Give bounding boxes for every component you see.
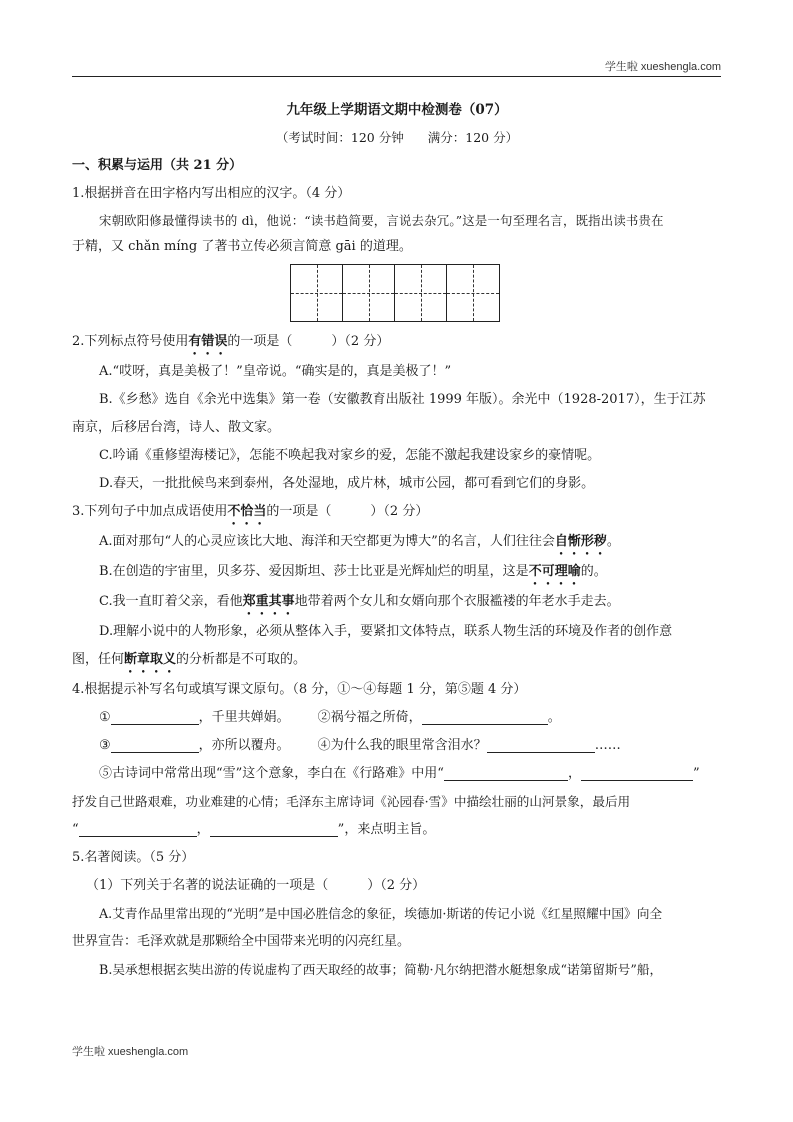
q4-item5-blank3[interactable]: [79, 820, 197, 837]
q3-option-c-end: 地带着两个女儿和女婿向那个衣服褴褛的年老水手走去。: [294, 594, 620, 609]
q2-option-c: C.吟诵《重修望海楼记》，怎能不唤起我对家乡的爱，怎能不激起我建设家乡的豪情呢。: [99, 448, 601, 463]
q4-item4-blank[interactable]: [487, 736, 595, 753]
q1-text-line2: 于精，又 chǎn míng 了著书立传必须言简意 gāi 的道理。: [72, 239, 412, 254]
q4-item5-quote-start: “: [72, 822, 79, 837]
tianzige-cell[interactable]: [395, 265, 447, 321]
q5-option-a-line1: A.艾青作品里常出现的“光明”是中国必胜信念的象征，埃德加·斯诺的传记小说《红星照耀中国》向全: [99, 906, 663, 921]
q4-item1-text: ，千里共婵娟。: [198, 710, 290, 725]
q2-option-b-line1: B.《乡愁》选自《余光中选集》第一卷（安徽教育出版社 1999 年版）。余光中（1928-2017），生于江苏: [99, 392, 706, 407]
tianzige-cell[interactable]: [291, 265, 343, 321]
q3-option-d-line1: D.理解小说中的人物形象，必须从整体入手，要紧扣文体特点，联系人物生活的环境及作者的创作意: [99, 624, 673, 639]
q3-option-d-idiom: 断章取义: [124, 652, 177, 667]
q4-item1-blank[interactable]: [111, 708, 199, 725]
q4-stem: 4.根据提示补写名句或填写课文原句。（8 分，①～④每题 1 分，第⑤题 4 分）: [72, 682, 527, 697]
q5-option-a-line2: 世界宣告：毛泽欢就是那颗给全中国带来光明的闪亮红星。: [72, 934, 411, 949]
exam-content: [72, 96, 722, 984]
q3-option-b-idiom: 不可理喻: [528, 564, 581, 579]
q5-sub1: （1）下列关于名著的说法证确的一项是（ ）（2 分）: [86, 878, 426, 893]
header-divider: [72, 76, 721, 77]
tianzige-grid: [72, 264, 722, 322]
q4-item3-num: ③: [99, 738, 111, 753]
q3-option-c-text: C.我一直盯着父亲，看他: [99, 594, 243, 609]
q3-option-a-idiom: 自惭形秽: [554, 534, 607, 549]
q4-item2-text: ②祸兮福之所倚，: [317, 710, 422, 725]
q3-option-b: [72, 558, 722, 588]
q4-item5-text-a: ⑤古诗词中常常出现“雪”这个意象，李白在《行路难》中用“: [99, 766, 444, 781]
section-heading: 一、积累与运用（共 21 分）: [72, 158, 243, 173]
q2-option-a: A.“哎呀，真是美极了！”皇帝说。“确实是的，真是美极了！”: [99, 364, 452, 379]
tianzige-cell[interactable]: [343, 265, 395, 321]
q4-item5-comma2: ，: [196, 822, 210, 837]
q5-option-b-line1: B.吴承想根据玄奘出游的传说虚构了西天取经的故事；简勒·凡尔纳把潜水艇想象成“诺第留斯号”船，: [99, 962, 663, 977]
q3-option-b-text: B.在创造的宇宙里，贝多芬、爱因斯坦、莎士比亚是光辉灿烂的明星，这是: [99, 564, 529, 579]
header-site-label: 学生啦 xueshengla.com: [604, 61, 721, 73]
exam-time: （考试时间：120 分钟: [275, 130, 404, 145]
q4-item5-blank2[interactable]: [581, 764, 693, 781]
q4-item2-end: 。: [547, 710, 561, 725]
q4-item5-blank4[interactable]: [210, 820, 338, 837]
q3-option-a-end: 。: [606, 534, 620, 549]
q4-item5-text-end: ”，来点明主旨。: [337, 822, 436, 837]
q4-item5-blank1[interactable]: [444, 764, 568, 781]
q4-item5-line2: 抒发自己世路艰难，功业难建的心情；毛泽东主席诗词《沁园春·雪》中描绘壮丽的山河景象，最后用: [72, 794, 631, 809]
q2-stem-a: 2.下列标点符号使用: [72, 334, 189, 349]
q4-item3-blank[interactable]: [111, 736, 199, 753]
q4-row-2: [72, 732, 722, 760]
q5-stem: 5.名著阅读。（5 分）: [72, 850, 195, 865]
q4-item5-quote-end: ”: [692, 766, 700, 781]
q2-stem-b: 的一项是（ ）（2 分）: [227, 334, 390, 349]
q4-item5-line3: [72, 816, 722, 844]
q3-option-c: [72, 588, 722, 618]
q3-stem-a: 3.下列句子中加点成语使用: [72, 504, 228, 519]
q4-item1-num: ①: [99, 710, 111, 725]
q4-item3-text: ，亦所以覆舟。: [198, 738, 290, 753]
q3-option-d-line2: [72, 646, 722, 676]
q2-stem-key: 有错误: [188, 334, 228, 349]
q2-option-d: D.春天，一批批候鸟来到泰州，各处湿地，成片林，城市公园，都可看到它们的身影。: [99, 476, 595, 491]
exam-subtitle: [72, 124, 722, 152]
q3-option-a: [72, 528, 722, 558]
q4-item5-comma: ，: [567, 766, 581, 781]
footer-site-label: 学生啦 xueshengla.com: [72, 1046, 189, 1058]
q3-stem-key: 不恰当: [227, 504, 267, 519]
q4-item2-blank[interactable]: [422, 708, 548, 725]
q2-stem: [72, 328, 722, 358]
q1-text-line1: 宋朝欧阳修最懂得读书的 dì，他说：“读书趋简要，言说去杂冗。”这是一句至理名言，既指出读书贵在: [99, 213, 664, 228]
q2-option-b-line2: 南京，后移居台湾，诗人、散文家。: [72, 420, 281, 435]
q3-option-d-text: 图，任何: [72, 652, 125, 667]
q3-stem-b: 的一项是（ ）（2 分）: [266, 504, 429, 519]
q4-row-1: [72, 704, 722, 732]
tianzige-cell[interactable]: [447, 265, 499, 321]
q3-option-c-idiom: 郑重其事: [242, 594, 295, 609]
full-score: 满分：120 分）: [427, 130, 519, 145]
q1-stem: 1.根据拼音在田字格内写出相应的汉字。（4 分）: [72, 186, 351, 201]
q3-option-a-text: A.面对那句“人的心灵应该比大地、海洋和天空都更为博大”的名言，人们往往会: [99, 534, 555, 549]
q4-item5-line1: [72, 760, 722, 788]
q4-item4-text: ④为什么我的眼里常含泪水？: [317, 738, 487, 753]
q3-option-d-end: 的分析都是不可取的。: [176, 652, 307, 667]
q3-option-b-end: 的。: [580, 564, 607, 579]
exam-title: 九年级上学期语文期中检测卷（07）: [286, 102, 508, 118]
q3-stem: [72, 498, 722, 528]
q4-item4-end: ……: [594, 738, 621, 753]
